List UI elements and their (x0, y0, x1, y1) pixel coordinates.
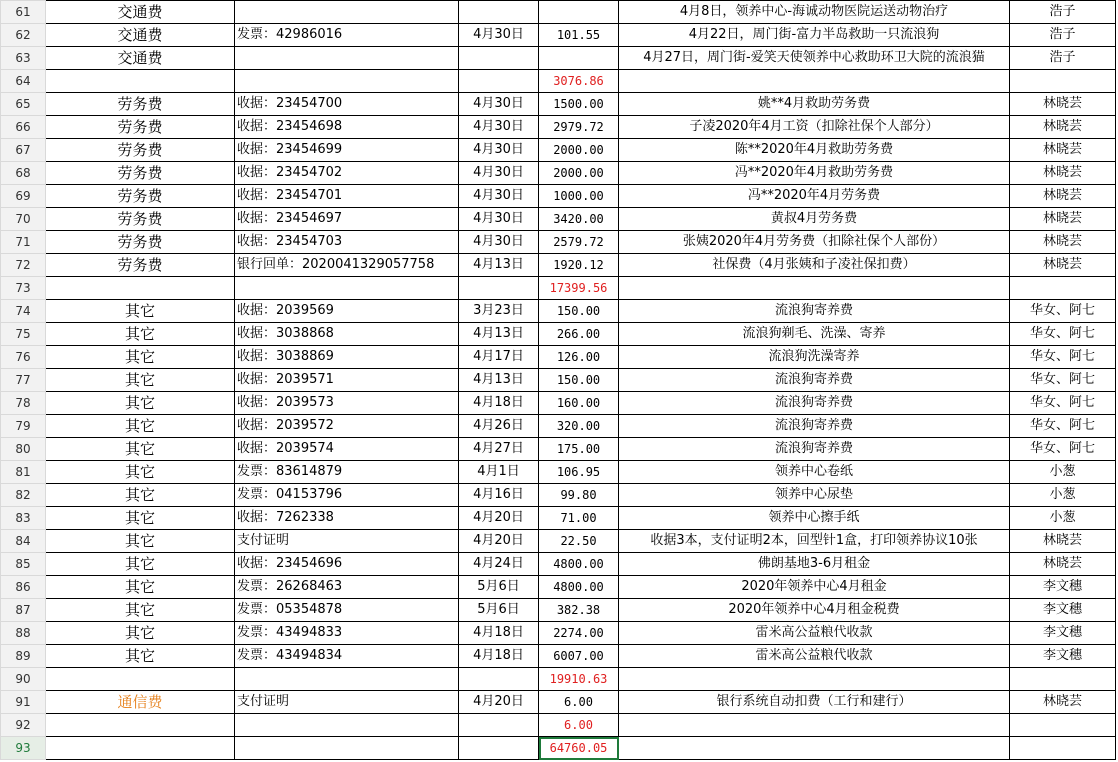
document-cell[interactable]: 发票：83614879 (235, 461, 459, 484)
category-cell[interactable] (46, 737, 235, 760)
category-cell[interactable]: 交通费 (46, 24, 235, 47)
document-cell[interactable]: 收据：23454702 (235, 162, 459, 185)
table-row (1, 369, 1116, 392)
date-cell[interactable]: 5月6日 (459, 576, 539, 599)
category-cell[interactable]: 其它 (46, 461, 235, 484)
document-cell[interactable]: 收据：2039572 (235, 415, 459, 438)
row-header[interactable]: 65 (1, 93, 46, 116)
document-cell[interactable]: 银行回单：2020041329057758 (235, 254, 459, 277)
date-cell[interactable]: 4月18日 (459, 392, 539, 415)
description-cell[interactable]: 雷米高公益粮代收款 (619, 645, 1010, 668)
category-cell[interactable] (46, 70, 235, 93)
document-cell[interactable]: 收据：3038868 (235, 323, 459, 346)
description-cell[interactable] (619, 277, 1010, 300)
description-cell[interactable]: 2020年领养中心4月租金 (619, 576, 1010, 599)
row-header[interactable]: 81 (1, 461, 46, 484)
document-cell[interactable]: 收据：23454698 (235, 116, 459, 139)
amount-cell[interactable] (539, 47, 619, 70)
category-cell[interactable]: 劳务费 (46, 93, 235, 116)
category-cell[interactable]: 其它 (46, 323, 235, 346)
category-cell[interactable]: 劳务费 (46, 254, 235, 277)
amount-cell[interactable]: 150.00 (539, 369, 619, 392)
category-cell[interactable] (46, 668, 235, 691)
document-cell[interactable]: 收据：23454697 (235, 208, 459, 231)
date-cell[interactable]: 4月13日 (459, 323, 539, 346)
amount-cell[interactable]: 2979.72 (539, 116, 619, 139)
date-cell[interactable]: 5月6日 (459, 599, 539, 622)
category-cell[interactable] (46, 277, 235, 300)
date-cell[interactable]: 4月30日 (459, 116, 539, 139)
row-header[interactable]: 66 (1, 116, 46, 139)
table-row (1, 599, 1116, 622)
handler-cell[interactable]: 李文穗 (1010, 622, 1116, 645)
category-cell[interactable]: 其它 (46, 645, 235, 668)
description-cell[interactable]: 冯**2020年4月劳务费 (619, 185, 1010, 208)
row-header[interactable]: 76 (1, 346, 46, 369)
date-cell[interactable]: 4月30日 (459, 208, 539, 231)
table-row (1, 691, 1116, 714)
handler-cell[interactable]: 林晓芸 (1010, 162, 1116, 185)
amount-cell[interactable]: 3420.00 (539, 208, 619, 231)
table-row (1, 162, 1116, 185)
description-cell[interactable]: 领养中心擦手纸 (619, 507, 1010, 530)
description-cell[interactable] (619, 70, 1010, 93)
category-cell[interactable]: 其它 (46, 438, 235, 461)
document-cell[interactable]: 发票：43494833 (235, 622, 459, 645)
amount-cell[interactable]: 382.38 (539, 599, 619, 622)
date-cell[interactable] (459, 668, 539, 691)
row-header[interactable]: 85 (1, 553, 46, 576)
row-header[interactable]: 63 (1, 47, 46, 70)
amount-cell[interactable]: 2579.72 (539, 231, 619, 254)
category-cell[interactable]: 其它 (46, 369, 235, 392)
table-row (1, 208, 1116, 231)
description-cell[interactable]: 黄叔4月劳务费 (619, 208, 1010, 231)
date-cell[interactable] (459, 47, 539, 70)
document-cell[interactable]: 发票：43494834 (235, 645, 459, 668)
handler-cell[interactable]: 林晓芸 (1010, 116, 1116, 139)
description-cell[interactable]: 流浪狗洗澡寄养 (619, 346, 1010, 369)
subtotal-row (1, 70, 1116, 93)
handler-cell[interactable] (1010, 70, 1116, 93)
handler-cell[interactable]: 华女、阿七 (1010, 392, 1116, 415)
table-row (1, 553, 1116, 576)
table-row (1, 461, 1116, 484)
row-header[interactable]: 90 (1, 668, 46, 691)
row-header[interactable]: 62 (1, 24, 46, 47)
document-cell[interactable]: 发票：04153796 (235, 484, 459, 507)
description-cell[interactable] (619, 714, 1010, 737)
row-header[interactable]: 67 (1, 139, 46, 162)
document-cell[interactable]: 收据：3038869 (235, 346, 459, 369)
description-cell[interactable]: 张姨2020年4月劳务费（扣除社保个人部份） (619, 231, 1010, 254)
date-cell[interactable]: 4月30日 (459, 162, 539, 185)
amount-cell[interactable]: 64760.05 (539, 737, 619, 760)
table-row (1, 645, 1116, 668)
category-cell[interactable]: 其它 (46, 484, 235, 507)
handler-cell[interactable]: 浩子 (1010, 47, 1116, 70)
date-cell[interactable]: 4月20日 (459, 530, 539, 553)
category-cell[interactable] (46, 714, 235, 737)
amount-cell[interactable]: 99.80 (539, 484, 619, 507)
amount-cell[interactable] (539, 1, 619, 24)
amount-cell[interactable]: 320.00 (539, 415, 619, 438)
row-header[interactable]: 77 (1, 369, 46, 392)
handler-cell[interactable]: 华女、阿七 (1010, 369, 1116, 392)
table-row (1, 116, 1116, 139)
date-cell[interactable] (459, 1, 539, 24)
category-cell[interactable]: 通信费 (46, 691, 235, 714)
handler-cell[interactable]: 李文穗 (1010, 645, 1116, 668)
date-cell[interactable] (459, 737, 539, 760)
amount-cell[interactable]: 150.00 (539, 300, 619, 323)
handler-cell[interactable]: 李文穗 (1010, 599, 1116, 622)
handler-cell[interactable]: 林晓芸 (1010, 691, 1116, 714)
document-cell[interactable]: 收据：2039573 (235, 392, 459, 415)
amount-cell[interactable]: 266.00 (539, 323, 619, 346)
document-cell[interactable]: 收据：7262338 (235, 507, 459, 530)
handler-cell[interactable]: 小葱 (1010, 461, 1116, 484)
description-cell[interactable]: 银行系统自动扣费（工行和建行） (619, 691, 1010, 714)
row-header[interactable]: 82 (1, 484, 46, 507)
document-cell[interactable]: 收据：2039574 (235, 438, 459, 461)
table-row (1, 392, 1116, 415)
category-cell[interactable]: 其它 (46, 553, 235, 576)
document-cell[interactable]: 发票：42986016 (235, 24, 459, 47)
description-cell[interactable]: 流浪狗寄养费 (619, 438, 1010, 461)
row-header[interactable]: 74 (1, 300, 46, 323)
handler-cell[interactable]: 小葱 (1010, 484, 1116, 507)
description-cell[interactable]: 流浪狗寄养费 (619, 369, 1010, 392)
document-cell[interactable]: 收据：2039569 (235, 300, 459, 323)
amount-cell[interactable]: 6.00 (539, 691, 619, 714)
handler-cell[interactable]: 华女、阿七 (1010, 438, 1116, 461)
table-row (1, 254, 1116, 277)
amount-cell[interactable]: 19910.63 (539, 668, 619, 691)
description-cell[interactable]: 雷米高公益粮代收款 (619, 622, 1010, 645)
date-cell[interactable]: 4月13日 (459, 369, 539, 392)
handler-cell[interactable]: 华女、阿七 (1010, 300, 1116, 323)
description-cell[interactable]: 陈**2020年4月救助劳务费 (619, 139, 1010, 162)
category-cell[interactable]: 其它 (46, 346, 235, 369)
handler-cell[interactable]: 林晓芸 (1010, 231, 1116, 254)
amount-cell[interactable]: 1000.00 (539, 185, 619, 208)
category-cell[interactable]: 其它 (46, 415, 235, 438)
row-header[interactable]: 92 (1, 714, 46, 737)
category-cell[interactable]: 劳务费 (46, 116, 235, 139)
table-row (1, 231, 1116, 254)
amount-cell[interactable]: 160.00 (539, 392, 619, 415)
amount-cell[interactable]: 1920.12 (539, 254, 619, 277)
handler-cell[interactable] (1010, 668, 1116, 691)
description-cell[interactable]: 冯**2020年4月救助劳务费 (619, 162, 1010, 185)
row-header[interactable]: 78 (1, 392, 46, 415)
amount-cell[interactable]: 175.00 (539, 438, 619, 461)
description-cell[interactable]: 佛朗基地3-6月租金 (619, 553, 1010, 576)
date-cell[interactable]: 4月24日 (459, 553, 539, 576)
handler-cell[interactable] (1010, 737, 1116, 760)
table-row (1, 415, 1116, 438)
row-header[interactable]: 93 (1, 737, 46, 760)
category-cell[interactable]: 劳务费 (46, 185, 235, 208)
date-cell[interactable]: 4月20日 (459, 507, 539, 530)
category-cell[interactable]: 其它 (46, 622, 235, 645)
amount-cell[interactable]: 3076.86 (539, 70, 619, 93)
handler-cell[interactable]: 华女、阿七 (1010, 415, 1116, 438)
row-header[interactable]: 79 (1, 415, 46, 438)
row-header[interactable]: 73 (1, 277, 46, 300)
subtotal-row (1, 277, 1116, 300)
document-cell[interactable] (235, 70, 459, 93)
table-row (1, 346, 1116, 369)
table-body (1, 1, 1116, 760)
document-cell[interactable] (235, 668, 459, 691)
description-cell[interactable]: 4月8日，领养中心-海诚动物医院运送动物治疗 (619, 1, 1010, 24)
document-cell[interactable]: 支付证明 (235, 530, 459, 553)
date-cell[interactable]: 4月26日 (459, 415, 539, 438)
handler-cell[interactable]: 李文穗 (1010, 576, 1116, 599)
amount-cell[interactable]: 2000.00 (539, 139, 619, 162)
row-header[interactable]: 75 (1, 323, 46, 346)
amount-cell[interactable]: 17399.56 (539, 277, 619, 300)
description-cell[interactable]: 领养中心卷纸 (619, 461, 1010, 484)
category-cell[interactable]: 其它 (46, 576, 235, 599)
row-header[interactable]: 86 (1, 576, 46, 599)
category-cell[interactable]: 劳务费 (46, 208, 235, 231)
row-header[interactable]: 71 (1, 231, 46, 254)
handler-cell[interactable] (1010, 714, 1116, 737)
amount-cell[interactable]: 2000.00 (539, 162, 619, 185)
document-cell[interactable]: 支付证明 (235, 691, 459, 714)
table-row (1, 622, 1116, 645)
category-cell[interactable]: 其它 (46, 599, 235, 622)
date-cell[interactable]: 4月17日 (459, 346, 539, 369)
handler-cell[interactable]: 林晓芸 (1010, 185, 1116, 208)
description-cell[interactable]: 流浪狗寄养费 (619, 392, 1010, 415)
date-cell[interactable]: 4月30日 (459, 231, 539, 254)
date-cell[interactable]: 4月30日 (459, 93, 539, 116)
date-cell[interactable]: 4月20日 (459, 691, 539, 714)
row-header[interactable]: 61 (1, 1, 46, 24)
table-row (1, 300, 1116, 323)
table-row (1, 438, 1116, 461)
category-cell[interactable]: 其它 (46, 300, 235, 323)
date-cell[interactable]: 4月27日 (459, 438, 539, 461)
document-cell[interactable] (235, 737, 459, 760)
category-cell[interactable]: 交通费 (46, 47, 235, 70)
handler-cell[interactable] (1010, 277, 1116, 300)
document-cell[interactable] (235, 1, 459, 24)
handler-cell[interactable]: 林晓芸 (1010, 530, 1116, 553)
description-cell[interactable]: 4月27日，周门街-爱笑天使领养中心救助环卫大院的流浪猫 (619, 47, 1010, 70)
description-cell[interactable]: 收据3本，支付证明2本，回型针1盒，打印领养协议10张 (619, 530, 1010, 553)
category-cell[interactable]: 其它 (46, 392, 235, 415)
document-cell[interactable] (235, 47, 459, 70)
date-cell[interactable]: 3月23日 (459, 300, 539, 323)
row-header[interactable]: 88 (1, 622, 46, 645)
amount-cell[interactable]: 126.00 (539, 346, 619, 369)
row-header[interactable]: 68 (1, 162, 46, 185)
date-cell[interactable]: 4月30日 (459, 24, 539, 47)
document-cell[interactable]: 收据：23454703 (235, 231, 459, 254)
description-cell[interactable]: 2020年领养中心4月租金税费 (619, 599, 1010, 622)
date-cell[interactable]: 4月1日 (459, 461, 539, 484)
handler-cell[interactable]: 小葱 (1010, 507, 1116, 530)
amount-cell[interactable]: 71.00 (539, 507, 619, 530)
handler-cell[interactable]: 林晓芸 (1010, 93, 1116, 116)
description-cell[interactable]: 子凌2020年4月工资（扣除社保个人部分） (619, 116, 1010, 139)
row-header[interactable]: 87 (1, 599, 46, 622)
amount-cell[interactable]: 6.00 (539, 714, 619, 737)
handler-cell[interactable]: 浩子 (1010, 1, 1116, 24)
date-cell[interactable] (459, 277, 539, 300)
date-cell[interactable]: 4月18日 (459, 622, 539, 645)
date-cell[interactable]: 4月30日 (459, 139, 539, 162)
table-row (1, 24, 1116, 47)
handler-cell[interactable]: 华女、阿七 (1010, 346, 1116, 369)
amount-cell[interactable]: 106.95 (539, 461, 619, 484)
row-header[interactable]: 89 (1, 645, 46, 668)
handler-cell[interactable]: 林晓芸 (1010, 553, 1116, 576)
category-cell[interactable]: 劳务费 (46, 139, 235, 162)
category-cell[interactable]: 其它 (46, 530, 235, 553)
document-cell[interactable]: 收据：2039571 (235, 369, 459, 392)
date-cell[interactable]: 4月18日 (459, 645, 539, 668)
row-header[interactable]: 69 (1, 185, 46, 208)
amount-cell[interactable]: 6007.00 (539, 645, 619, 668)
date-cell[interactable]: 4月13日 (459, 254, 539, 277)
handler-cell[interactable]: 浩子 (1010, 24, 1116, 47)
row-header[interactable]: 84 (1, 530, 46, 553)
table-row (1, 530, 1116, 553)
document-cell[interactable] (235, 714, 459, 737)
table-row (1, 185, 1116, 208)
subtotal-row (1, 668, 1116, 691)
handler-cell[interactable]: 林晓芸 (1010, 139, 1116, 162)
row-header[interactable]: 83 (1, 507, 46, 530)
table-row (1, 93, 1116, 116)
description-cell[interactable] (619, 668, 1010, 691)
table-row (1, 576, 1116, 599)
amount-cell[interactable]: 1500.00 (539, 93, 619, 116)
document-cell[interactable]: 发票：05354878 (235, 599, 459, 622)
row-header[interactable]: 80 (1, 438, 46, 461)
date-cell[interactable]: 4月16日 (459, 484, 539, 507)
date-cell[interactable]: 4月30日 (459, 185, 539, 208)
date-cell[interactable] (459, 70, 539, 93)
document-cell[interactable] (235, 277, 459, 300)
description-cell[interactable]: 流浪狗寄养费 (619, 300, 1010, 323)
description-cell[interactable]: 姚**4月救助劳务费 (619, 93, 1010, 116)
document-cell[interactable]: 收据：23454696 (235, 553, 459, 576)
description-cell[interactable]: 社保费（4月张姨和子凌社保扣费） (619, 254, 1010, 277)
table-row (1, 47, 1116, 70)
amount-cell[interactable]: 2274.00 (539, 622, 619, 645)
subtotal-row (1, 714, 1116, 737)
date-cell[interactable] (459, 714, 539, 737)
description-cell[interactable]: 领养中心尿垫 (619, 484, 1010, 507)
document-cell[interactable]: 收据：23454701 (235, 185, 459, 208)
subtotal-row (1, 737, 1116, 760)
description-cell[interactable] (619, 737, 1010, 760)
description-cell[interactable]: 4月22日，周门街-富力半岛救助一只流浪狗 (619, 24, 1010, 47)
amount-cell[interactable]: 4800.00 (539, 576, 619, 599)
category-cell[interactable]: 劳务费 (46, 231, 235, 254)
row-header[interactable]: 70 (1, 208, 46, 231)
handler-cell[interactable]: 林晓芸 (1010, 254, 1116, 277)
row-header[interactable]: 91 (1, 691, 46, 714)
document-cell[interactable]: 收据：23454699 (235, 139, 459, 162)
table-row (1, 139, 1116, 162)
amount-cell[interactable]: 4800.00 (539, 553, 619, 576)
amount-cell[interactable]: 101.55 (539, 24, 619, 47)
amount-cell[interactable]: 22.50 (539, 530, 619, 553)
row-header[interactable]: 72 (1, 254, 46, 277)
table-row (1, 484, 1116, 507)
category-cell[interactable]: 其它 (46, 507, 235, 530)
row-header[interactable]: 64 (1, 70, 46, 93)
document-cell[interactable]: 收据：23454700 (235, 93, 459, 116)
handler-cell[interactable]: 林晓芸 (1010, 208, 1116, 231)
table-row (1, 1, 1116, 24)
category-cell[interactable]: 交通费 (46, 1, 235, 24)
table-row (1, 507, 1116, 530)
description-cell[interactable]: 流浪狗剃毛、洗澡、寄养 (619, 323, 1010, 346)
handler-cell[interactable]: 华女、阿七 (1010, 323, 1116, 346)
document-cell[interactable]: 发票：26268463 (235, 576, 459, 599)
table-row (1, 323, 1116, 346)
category-cell[interactable]: 劳务费 (46, 162, 235, 185)
description-cell[interactable]: 流浪狗寄养费 (619, 415, 1010, 438)
